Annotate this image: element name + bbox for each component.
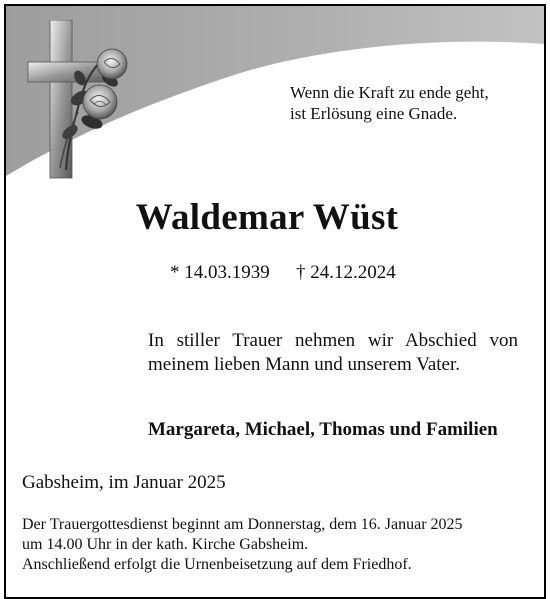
quote-line-2: ist Erlösung eine Gnade. xyxy=(290,104,458,123)
quote xyxy=(290,82,530,124)
place-date: Gabsheim, im Januar 2025 xyxy=(22,472,226,493)
farewell-text: In stiller Trauer nehmen wir Abschied von meinem lieben Mann und unserem Vater. xyxy=(148,330,518,375)
quote-line-1: Wenn die Kraft zu ende geht, xyxy=(290,83,489,102)
service-line-3: Anschließend erfolgt die Urnenbeisetzung auf dem Friedhof. xyxy=(22,556,412,573)
service-info xyxy=(22,515,530,575)
service-line-1: Der Trauergottesdienst beginnt am Donnerstag, dem 16. Januar 2025 xyxy=(22,516,463,533)
deceased-name: Waldemar Wüst xyxy=(135,197,399,238)
deceased-name-row xyxy=(6,196,544,239)
cross-with-roses-icon xyxy=(20,20,130,180)
birth-date: * 14.03.1939 xyxy=(170,262,270,283)
obituary-notice xyxy=(4,4,546,599)
death-date: † 24.12.2024 xyxy=(296,262,396,283)
family-names: Margareta, Michael, Thomas und Familien xyxy=(148,419,498,440)
service-line-2: um 14.00 Uhr in der kath. Kirche Gabsheim. xyxy=(22,536,309,553)
